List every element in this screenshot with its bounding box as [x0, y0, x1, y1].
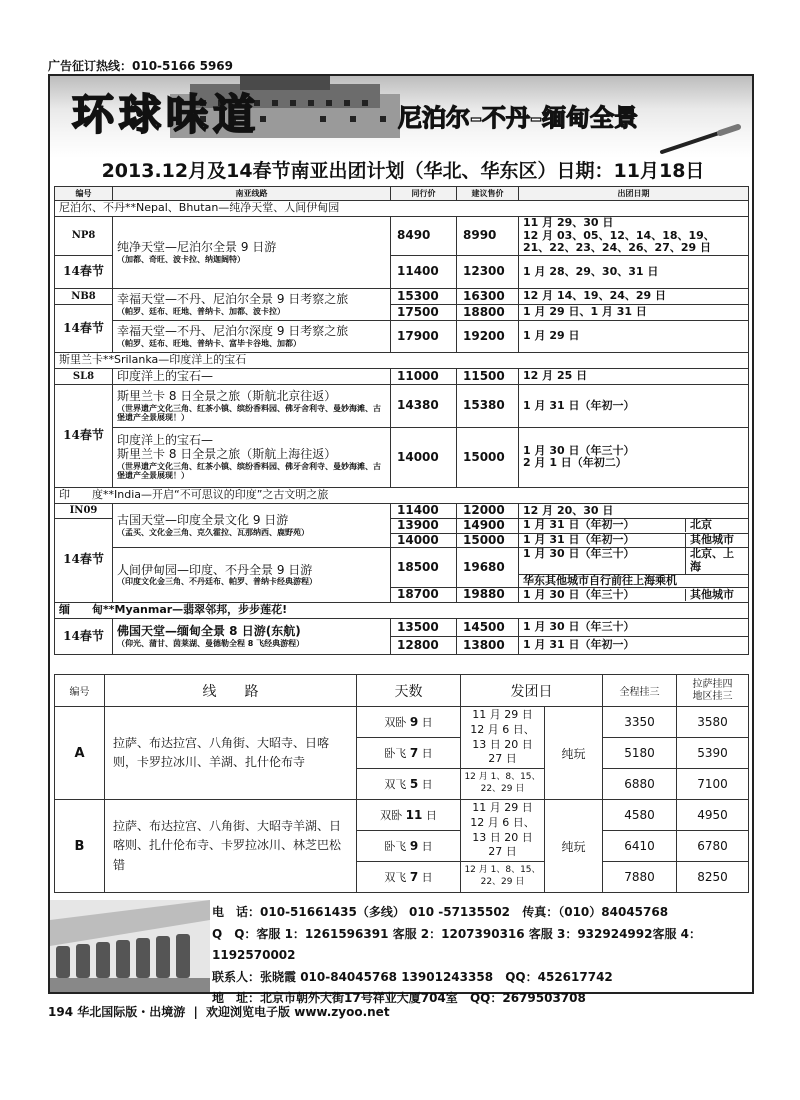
- spring-festival-label: 14春节: [55, 304, 113, 352]
- price-region: 3580: [677, 707, 749, 738]
- contact-tel-line: [212, 902, 752, 924]
- spring-festival-label: 14春节: [55, 619, 113, 655]
- price-region: 8250: [677, 862, 749, 893]
- spring-festival-label: 14春节: [55, 384, 113, 487]
- contact-footer: [50, 900, 752, 1005]
- qq-label: Q Q：: [212, 926, 257, 941]
- route-cell: [113, 427, 391, 487]
- tel-label: 电 话：: [212, 905, 261, 919]
- qq-numbers: 客服 1：1261596391 客服 2：1207390316 客服 3：932924992客服 4：1192570002: [212, 926, 702, 962]
- date-line: 22、29 日: [480, 784, 525, 794]
- contact-person-line: [212, 967, 752, 989]
- route-code: NB8: [55, 288, 113, 304]
- header-route: 南亚线路: [113, 187, 391, 201]
- date-line: 12 月 6 日、: [470, 815, 535, 829]
- days-unit: 日: [418, 778, 433, 791]
- table-row: [55, 548, 749, 588]
- banner: [50, 76, 752, 158]
- table-row: [55, 384, 749, 427]
- departure-date: 1 月 31 日（年初一）: [519, 637, 749, 655]
- date-line: 11 月 29、30 日: [523, 216, 614, 229]
- contact-qq-line: [212, 924, 752, 967]
- route-name: 纯净天堂—尼泊尔全景 9 日游: [117, 239, 277, 254]
- trade-price: 11000: [391, 368, 457, 384]
- banner-subtitle: 尼泊尔–不丹–缅甸全景: [398, 104, 638, 132]
- retail-price: 19680: [457, 548, 519, 588]
- package-days: [357, 800, 461, 831]
- days-count: 11: [405, 808, 423, 822]
- package-route: 拉萨、布达拉宫、八角街、大昭寺、日喀则，卡罗拉冰川、羊湖、扎什伦布寺: [105, 707, 357, 800]
- departure-city: 北京、上海: [690, 547, 734, 573]
- route-cell: [113, 503, 391, 547]
- departure-date: [519, 217, 749, 256]
- section-row: [55, 201, 749, 217]
- tibet-table: [54, 674, 749, 893]
- retail-price: 19880: [457, 588, 519, 603]
- days-unit: 日: [418, 716, 433, 729]
- price-region: 7100: [677, 769, 749, 800]
- days-count: 7: [409, 746, 419, 760]
- table-row: [55, 707, 749, 738]
- route-code: IN09: [55, 503, 113, 518]
- retail-price: 14500: [457, 619, 519, 637]
- route-name: 人间伊甸园—印度、不丹全景 9 日游: [117, 562, 313, 577]
- retail-price: 18800: [457, 304, 519, 320]
- header-price-all: 全程挂三: [603, 675, 677, 707]
- trade-price: 14000: [391, 533, 457, 548]
- price-all: 3350: [603, 707, 677, 738]
- trade-price: 12800: [391, 637, 457, 655]
- spring-festival-label: 14春节: [55, 518, 113, 602]
- departure-date: [519, 548, 749, 588]
- route-name: 斯里兰卡 8 日全景之旅（斯航北京往返）: [117, 388, 337, 403]
- departure-date: 1 月 29 日、1 月 31 日: [519, 304, 749, 320]
- trade-price: 15300: [391, 288, 457, 304]
- date-line: 11 月 29 日: [472, 800, 533, 814]
- tel-number: 010-51661435（多线） 010 -57135502: [260, 905, 511, 919]
- route-name: 幸福天堂—不丹、尼泊尔全景 9 日考察之旅: [117, 291, 349, 306]
- departure-note: 华东其他城市自行前往上海乘机: [523, 573, 677, 587]
- footer-url: www.zyoo.net: [294, 1005, 390, 1019]
- departure-date: 12 月 20、30 日: [519, 503, 749, 518]
- table-row: [55, 619, 749, 637]
- tour-type: 纯玩: [545, 800, 603, 893]
- departure-dates: [461, 862, 545, 893]
- date-line: 12 月 6 日、: [470, 722, 535, 736]
- table-row: [55, 503, 749, 518]
- days-mode: 双卧: [384, 716, 410, 729]
- date-line: 13 日 20 日: [472, 737, 533, 751]
- trade-price: 11400: [391, 503, 457, 518]
- date-line: 11 月 29 日: [472, 707, 533, 721]
- date-line: 13 日 20 日: [472, 830, 533, 844]
- departure-dates: [461, 769, 545, 800]
- days-count: 5: [409, 777, 419, 791]
- south-asia-table: [54, 186, 749, 655]
- departure-city: 北京: [690, 518, 712, 532]
- section-myanmar: 缅 甸**Myanmar—翡翠邻邦，步步莲花!: [55, 603, 749, 619]
- retail-price: 15380: [457, 384, 519, 427]
- page-footer: [48, 1003, 390, 1020]
- package-code: A: [55, 707, 105, 800]
- date-line: 12 月 1、8、15、: [464, 772, 541, 783]
- route-name: 印度洋上的宝石—: [117, 433, 214, 448]
- retail-price: 12000: [457, 503, 519, 518]
- retail-price: 11500: [457, 368, 519, 384]
- date-line: 2 月 1 日（年初二）: [523, 456, 627, 470]
- days-unit: 日: [422, 809, 437, 822]
- package-days: [357, 769, 461, 800]
- route-code: NP8: [55, 217, 113, 256]
- section-row: [55, 487, 749, 503]
- table-row: [55, 217, 749, 256]
- days-unit: 日: [418, 840, 433, 853]
- route-name: 幸福天堂—不丹、尼泊尔深度 9 日考察之旅: [117, 323, 349, 338]
- price-all: 4580: [603, 800, 677, 831]
- route-desc: （孟买、文化金三角、克久霍拉、瓦那纳西、鹿野苑）: [117, 527, 309, 537]
- tour-type: 纯玩: [545, 707, 603, 800]
- page-headline: 2013.12月及14春节南亚出团计划（华北、华东区）日期：11月18日: [101, 160, 705, 182]
- date-text: 1 月 31 日（年初一）: [519, 534, 686, 547]
- route-desc: （仰光、蒲甘、茵莱湖、曼德勒全程 8 飞经典游程）: [117, 638, 305, 648]
- route-name: 古国天堂—印度全景文化 9 日游: [117, 513, 289, 528]
- date-line: 1 月 30 日（年三十）: [523, 443, 635, 457]
- header-code: 编号: [55, 675, 105, 707]
- date-line: 27 日: [488, 752, 517, 766]
- section-nepal: 尼泊尔、不丹**Nepal、Bhutan—纯净天堂、人间伊甸园: [55, 201, 749, 217]
- trade-price: 18500: [391, 548, 457, 588]
- header-code: 编号: [55, 187, 113, 201]
- days-count: 9: [409, 839, 419, 853]
- days-mode: 卧飞: [384, 840, 410, 853]
- days-count: 9: [409, 715, 419, 729]
- table-row: [55, 368, 749, 384]
- departure-date: 12 月 25 日: [519, 368, 749, 384]
- header-departure: 发团日: [461, 675, 603, 707]
- person-label: 联系人：: [212, 969, 261, 984]
- date-text: 1 月 30 日（年三十）: [519, 589, 686, 602]
- route-cell: [113, 384, 391, 427]
- trade-price: 17900: [391, 320, 457, 352]
- route-name: 印度洋上的宝石—: [113, 368, 391, 384]
- section-row: [55, 603, 749, 619]
- fax-number: （010）84045768: [558, 905, 669, 919]
- package-days: [357, 738, 461, 769]
- section-srilanka: 斯里兰卡**Srilanka—印度洋上的宝石: [55, 352, 749, 368]
- header-departure: 出团日期: [519, 187, 749, 201]
- package-days: [357, 707, 461, 738]
- route-cell: [113, 217, 391, 289]
- brand-logo-text: 环球味道: [72, 90, 261, 139]
- route-cell: [113, 288, 391, 320]
- header-line: 拉萨挂四: [692, 678, 733, 690]
- retail-price: 16300: [457, 288, 519, 304]
- date-text: 1 月 30 日（年三十）: [519, 548, 686, 573]
- route-code: SL8: [55, 368, 113, 384]
- retail-price: 13800: [457, 637, 519, 655]
- route-cell: [113, 320, 391, 352]
- route-desc: （加都、奇旺、波卡拉、纳迦阔特）: [117, 254, 245, 264]
- table-row: [55, 800, 749, 831]
- ad-hotline: 广告征订热线：010-5166 5969: [48, 59, 234, 73]
- departure-city: 其他城市: [690, 587, 734, 601]
- days-mode: 双飞: [384, 871, 410, 884]
- route-cell: [113, 619, 391, 655]
- price-all: 6880: [603, 769, 677, 800]
- contact-info: [212, 902, 752, 1010]
- departure-date: [519, 533, 749, 548]
- fax-label: 传真：: [522, 905, 559, 919]
- departure-dates: [461, 707, 545, 769]
- route-desc: （印度文化金三角、不丹廷布、帕罗、普纳卡经典游程）: [117, 577, 317, 587]
- header-trade-price: 同行价: [391, 187, 457, 201]
- table-header-row: [55, 675, 749, 707]
- departure-date: 12 月 14、19、24、29 日: [519, 288, 749, 304]
- departure-date: 1 月 31 日（年初一）: [519, 384, 749, 427]
- brush-illustration: [660, 124, 740, 154]
- date-line: 22、29 日: [480, 877, 525, 887]
- date-text: 1 月 31 日（年初一）: [519, 519, 686, 532]
- retail-price: 12300: [457, 255, 519, 288]
- package-route: 拉萨、布达拉宫、八角街、大昭寺羊湖、日喀则、扎什伦布寺、卡罗拉冰川、林芝巴松错: [105, 800, 357, 893]
- departure-city: 其他城市: [690, 533, 734, 547]
- trade-price: 8490: [391, 217, 457, 256]
- departure-date: 1 月 29 日: [519, 320, 749, 352]
- route-name: 佛国天堂—缅甸全景 8 日游(东航): [117, 624, 301, 639]
- departure-date: [519, 427, 749, 487]
- route-desc: （帕罗、廷布、旺地、普纳卡、富毕卡谷地、加都）: [117, 338, 301, 348]
- edition-name: 华北国际版・出境游: [77, 1005, 186, 1019]
- route-cell: [113, 548, 391, 603]
- header-route: 线 路: [105, 675, 357, 707]
- days-mode: 双卧: [380, 809, 406, 822]
- date-line: 27 日: [488, 845, 517, 859]
- spring-festival-label: 14春节: [55, 255, 113, 288]
- date-line: 12 月 03、05、12、14、18、19、: [523, 228, 715, 242]
- date-line: 12 月 1、8、15、: [464, 865, 541, 876]
- header-price-region: [677, 675, 749, 707]
- header-line: 地区挂三: [692, 690, 733, 702]
- address-qq: QQ：2679503708: [469, 991, 586, 1005]
- page-frame: [48, 74, 754, 1005]
- page-number: 194: [48, 1005, 74, 1019]
- table-row: [55, 288, 749, 304]
- retail-price: 14900: [457, 518, 519, 533]
- section-row: [55, 352, 749, 368]
- person-info: 张晓霞 010-84045768 13901243358: [260, 969, 494, 984]
- table-row: [55, 320, 749, 352]
- date-line: 21、22、23、24、26、27、29 日: [523, 241, 711, 255]
- route-desc: （世界遗产文化三角、红茶小镇、缤纷香料园、佛牙舍利寺、曼妙海滩、古堡遗产全景展现！）: [117, 462, 381, 481]
- footer-separator: |: [193, 1005, 198, 1019]
- header-days: 天数: [357, 675, 461, 707]
- trade-price: 18700: [391, 588, 457, 603]
- route-desc: （世界遗产文化三角、红茶小镇、缤纷香料园、佛牙舍利寺、曼妙海滩、古堡遗产全景展现！）: [117, 403, 381, 422]
- table-header-row: [55, 187, 749, 201]
- days-count: 7: [409, 870, 419, 884]
- address-text: 北京市朝外大街17号祥业大厦704室: [260, 991, 458, 1005]
- price-all: 6410: [603, 831, 677, 862]
- departure-date: 1 月 30 日（年三十）: [519, 619, 749, 637]
- price-region: 5390: [677, 738, 749, 769]
- footer-slogan: 欢迎浏览电子版: [206, 1005, 291, 1019]
- departure-dates: [461, 800, 545, 862]
- days-unit: 日: [418, 871, 433, 884]
- days-mode: 卧飞: [384, 747, 410, 760]
- price-all: 7880: [603, 862, 677, 893]
- route-name: 斯里兰卡 8 日全景之旅（斯航上海往返）: [117, 447, 337, 462]
- price-all: 5180: [603, 738, 677, 769]
- trade-price: 13500: [391, 619, 457, 637]
- package-days: [357, 862, 461, 893]
- trade-price: 17500: [391, 304, 457, 320]
- retail-price: 8990: [457, 217, 519, 256]
- departure-date: 1 月 28、29、30、31 日: [519, 255, 749, 288]
- package-code: B: [55, 800, 105, 893]
- prayer-wheels-illustration: [50, 900, 210, 992]
- trade-price: 14380: [391, 384, 457, 427]
- package-days: [357, 831, 461, 862]
- days-unit: 日: [418, 747, 433, 760]
- address-label: 地 址：: [212, 991, 261, 1005]
- trade-price: 14000: [391, 427, 457, 487]
- header-retail-price: 建议售价: [457, 187, 519, 201]
- retail-price: 15000: [457, 533, 519, 548]
- trade-price: 13900: [391, 518, 457, 533]
- table-row: [55, 427, 749, 487]
- retail-price: 15000: [457, 427, 519, 487]
- trade-price: 11400: [391, 255, 457, 288]
- route-desc: （帕罗、廷布、旺地、普纳卡、加都、波卡拉）: [117, 306, 285, 316]
- departure-date: [519, 588, 749, 603]
- price-region: 4950: [677, 800, 749, 831]
- retail-price: 19200: [457, 320, 519, 352]
- departure-date: [519, 518, 749, 533]
- price-region: 6780: [677, 831, 749, 862]
- days-mode: 双飞: [384, 778, 410, 791]
- section-india: 印 度**India—开启“不可思议的印度”之古文明之旅: [55, 487, 749, 503]
- person-qq: QQ：452617742: [505, 969, 613, 984]
